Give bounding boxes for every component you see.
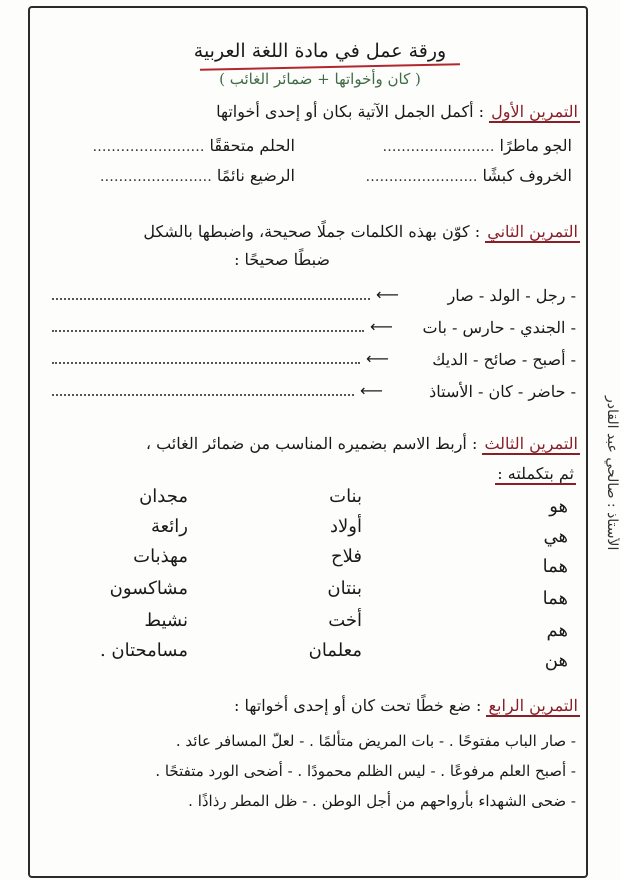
exercise2-item: - الجندي - حارس - بات: [422, 318, 576, 337]
item-text: الرضيع نائمًا: [216, 166, 295, 185]
worksheet-title: ورقة عمل في مادة اللغة العربية: [193, 40, 447, 62]
blank-dots: ……………………: [92, 139, 205, 155]
item-text: الجو ماطرًا: [499, 136, 572, 155]
exercise2-item: - حاضر - كان - الأستاذ: [429, 382, 576, 401]
teacher-side-note: الأستاذ : صالحي عبد القادر: [604, 395, 620, 550]
pronoun-item: هما: [542, 556, 568, 577]
exercise3-label: التمرين الثالث: [484, 434, 578, 453]
answer-line: [52, 394, 354, 396]
noun-item: معلمان: [308, 640, 362, 661]
item-text: الحلم متحققًا: [209, 136, 295, 155]
complement-item: مشاكسون: [109, 578, 188, 599]
exercise2-heading: [143, 222, 580, 241]
exercise2-label: التمرين الثاني: [487, 222, 578, 241]
exercise3-heading: [146, 434, 580, 453]
exercise1-item: [100, 166, 295, 185]
answer-line: [52, 330, 364, 332]
arrow-icon: ⟵: [376, 285, 399, 304]
exercise2-item: - أصبح - صائح - الديك: [432, 350, 576, 369]
worksheet-subtitle: ( كان وأخواتها + ضمائر الغائب ): [219, 70, 421, 88]
exercise2-item: - رجل - الولد - صار: [447, 286, 576, 305]
answer-line: [52, 362, 360, 364]
exercise3-instruction-cont: [495, 464, 576, 483]
exercise1-item: [365, 166, 572, 185]
exercise4-heading: [234, 696, 580, 715]
exercise1-instruction: : أكمل الجمل الآتية بكان أو إحدى أخواتها: [216, 102, 485, 121]
complement-item: نشيط: [144, 610, 188, 631]
exercise1-heading: [216, 102, 580, 121]
arrow-icon: ⟵: [360, 381, 383, 400]
exercise4-line: - ضحى الشهداء بأرواحهم من أجل الوطن . - ظل المطر رذاذًا .: [188, 792, 576, 810]
complement-item: مهذبات: [133, 546, 188, 567]
noun-item: أخت: [328, 610, 362, 631]
noun-item: بنات: [329, 486, 362, 507]
blank-dots: ……………………: [99, 169, 212, 185]
arrow-icon: ⟵: [370, 317, 393, 336]
pronoun-item: هو: [549, 496, 568, 517]
noun-item: فلاح: [331, 546, 362, 567]
arrow-icon: ⟵: [366, 349, 389, 368]
exercise4-label: التمرين الرابع: [488, 696, 578, 715]
exercise4-line: - صار الباب مفتوحًا . - بات المريض متألمًا . - لعلّ المسافر عائد .: [175, 732, 576, 750]
instruction-text: ثم بتكملته :: [497, 464, 574, 483]
complement-item: رائعة: [150, 516, 188, 537]
pronoun-item: هن: [544, 650, 568, 671]
blank-dots: ……………………: [365, 169, 478, 185]
complement-item: مسامحتان .: [99, 640, 188, 661]
pronoun-item: هي: [543, 526, 568, 547]
item-text: الخروف كبشًا: [482, 166, 572, 185]
pronoun-item: هما: [542, 588, 568, 609]
noun-item: أولاد: [330, 516, 362, 537]
pronoun-item: هم: [546, 620, 568, 641]
complement-item: مجدان: [139, 486, 188, 507]
exercise1-item: [92, 136, 295, 155]
exercise4-line: - أصبح العلم مرفوعًا . - ليس الظلم محمودًا . - أضحى الورد متفتحًا .: [155, 762, 576, 780]
answer-line: [52, 298, 370, 300]
noun-item: بنتان: [327, 578, 362, 599]
exercise4-instruction: : ضع خطًا تحت كان أو إحدى أخواتها :: [234, 696, 482, 715]
blank-dots: ……………………: [382, 139, 495, 155]
exercise2-instruction: : كوّن بهذه الكلمات جملًا صحيحة، واضبطها بالشكل: [143, 222, 481, 241]
exercise3-instruction: : أربط الاسم بضميره المناسب من ضمائر الغائب ،: [145, 434, 478, 453]
exercise1-label: التمرين الأول: [491, 102, 578, 121]
exercise1-item: [382, 136, 572, 155]
exercise2-instruction-cont: ضبطًا صحيحًا :: [234, 250, 330, 269]
